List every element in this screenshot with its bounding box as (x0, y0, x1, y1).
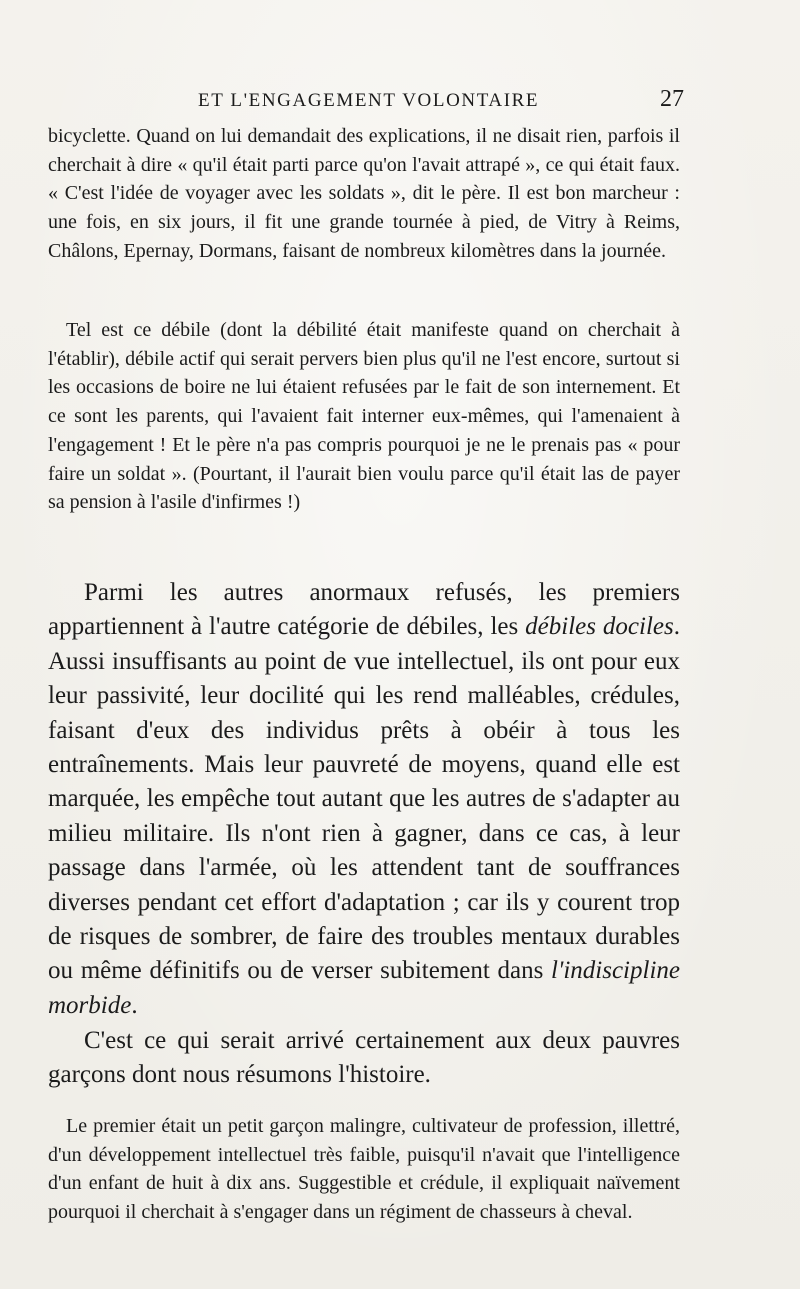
paragraph-cest-ce-qui (48, 1024, 680, 1093)
text-run: Parmi les autres anormaux refusés, les premiers appartiennent à l'autre catégorie de débiles, les (48, 579, 680, 641)
page-header (48, 86, 684, 116)
paragraph-text (48, 576, 680, 1023)
paragraph-text: bicyclette. Quand on lui demandait des explications, il ne disait rien, parfois il cherchait à dire « qu'il était parti parce qu'on l'avait attrapé », ce qui était faux. « C'est l'idée de voyager avec les soldats », dit le père. Il est bon marcheur : une fois, en six jours, il fit une grande tournée à pied, de Vitry à Reims, Châlons, Epernay, Dormans, faisant de nombreux kilomètres dans la journée. (48, 125, 680, 262)
page-number: 27 (660, 86, 684, 112)
paragraph-text: Le premier était un petit garçon malingre, cultivateur de profession, illettré, d'un développement intellectuel très faible, puisqu'il n'avait que l'intelligence d'un enfant de huit à dix ans. Suggestible et crédule, il expliquait naïvement pourquoi il cherchait à s'engager dans un régiment de chasseurs à cheval. (48, 1115, 680, 1224)
emphasis-indiscipline-morbide: l'indiscipline morbide (48, 957, 680, 1019)
paragraph-le-premier (48, 1112, 680, 1227)
running-title: ET L'ENGAGEMENT VOLONTAIRE (198, 90, 540, 111)
paragraph-tel-est-ce-debile (48, 316, 680, 517)
paragraph-text: C'est ce qui serait arrivé certainement aux deux pauvres garçons dont nous résumons l'histoire. (48, 1027, 680, 1089)
text-run: . Aussi insuffisants au point de vue intellectuel, ils ont pour eux leur passivité, leur docilité qui les rend malléables, crédules, faisant d'eux des individus prêts à obéir à tous les entraînements. Mais leur pauvreté de moyens, quand elle est marquée, les empêche tout autant que les autres de s'adapter au milieu militaire. Ils n'ont rien à gagner, dans ce cas, à leur passage dans l'armée, où les attendent tant de souffrances diverses pendant cet effort d'adaptation ; car ils y courent trop de risques de sombrer, de faire des troubles mentaux durables ou même définitifs ou de verser subitement dans (48, 613, 680, 985)
paragraph-text: Tel est ce débile (dont la débilité était manifeste quand on cherchait à l'établir), débile actif qui serait pervers bien plus qu'il ne l'est encore, surtout si les occasions de boire ne lui étaient refusées par le fait de son internement. Et ce sont les parents, qui l'avaient fait interner eux-mêmes, qui l'amenaient à l'engagement ! Et le père n'a pas compris pourquoi je ne le prenais pas « pour faire un soldat ». (Pourtant, il l'aurait bien voulu parce qu'il était las de payer sa pension à l'asile d'infirmes !) (48, 319, 680, 514)
text-run: . (131, 991, 138, 1019)
paragraph-parmi-les-autres (48, 576, 680, 1023)
emphasis-debiles-dociles: débiles dociles (525, 613, 674, 641)
paragraph-bicyclette (48, 122, 680, 266)
